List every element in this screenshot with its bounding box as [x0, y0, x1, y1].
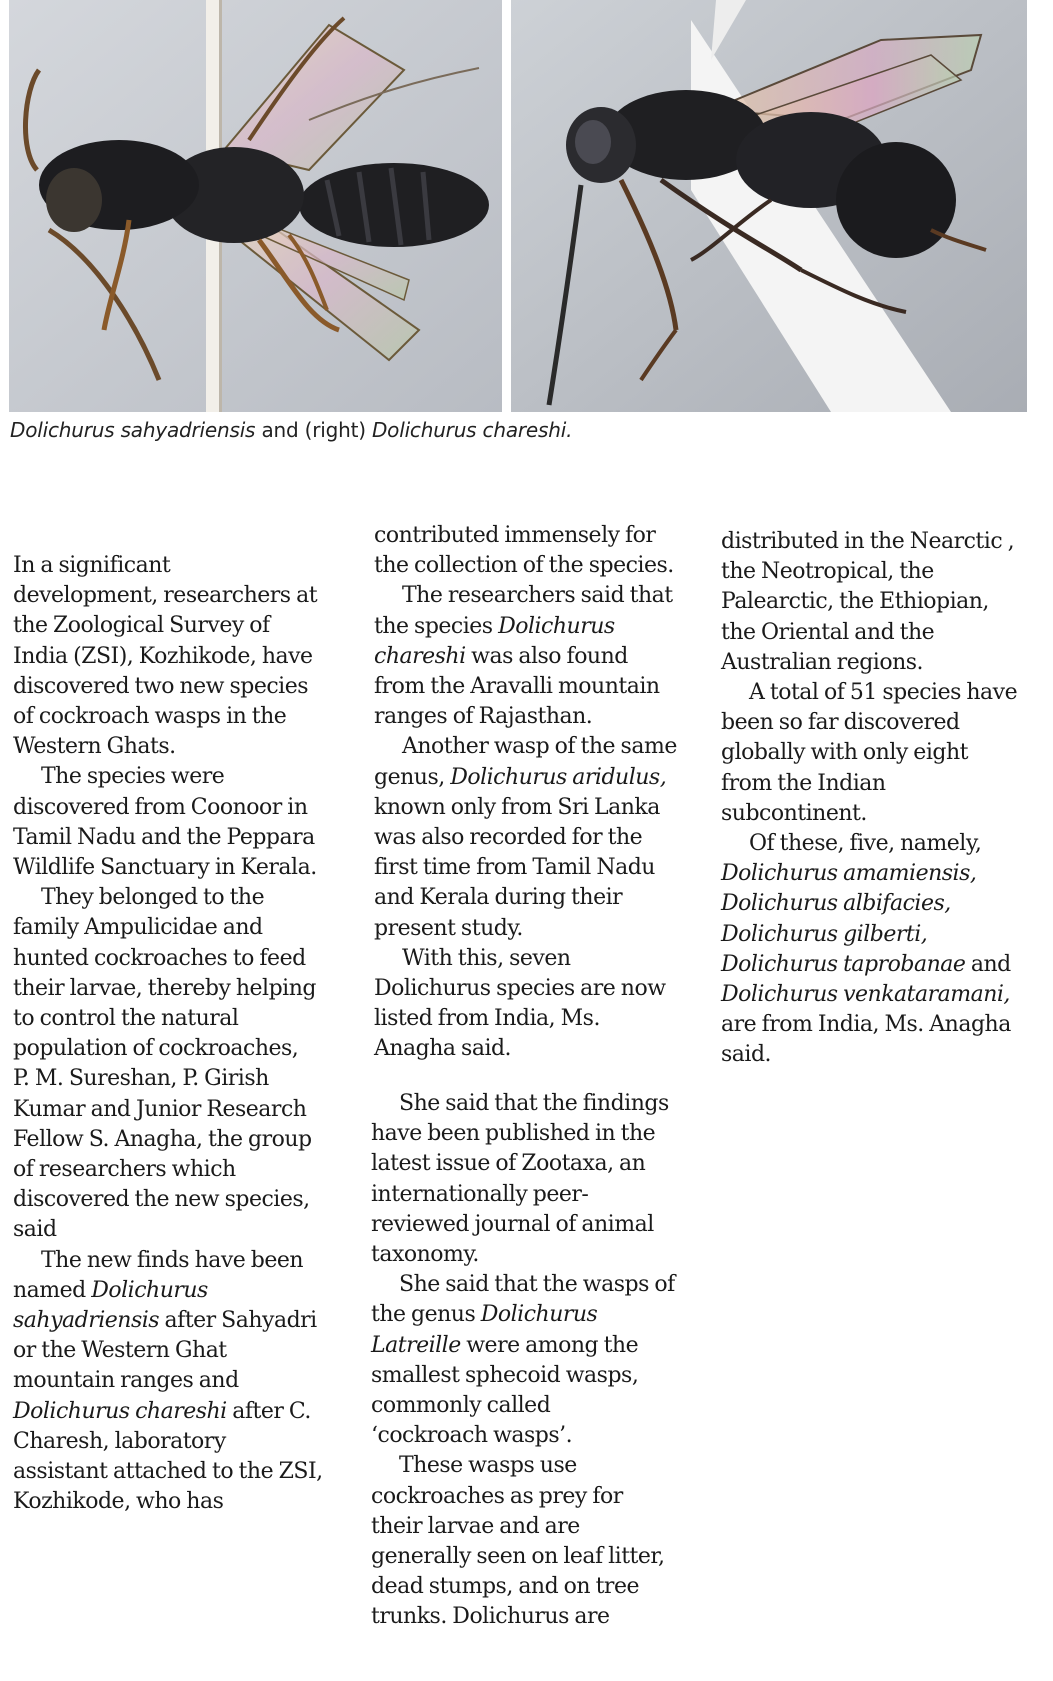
article-line — [13, 1155, 358, 1185]
article-line — [13, 944, 358, 974]
article-text: the genus — [371, 1302, 481, 1328]
article-line — [13, 1276, 358, 1306]
article-line — [374, 944, 719, 974]
article-text: and — [965, 951, 1011, 977]
italic-species-name: Dolichurus venkataramani, — [721, 982, 1010, 1008]
article-text: The new finds have been — [41, 1247, 304, 1273]
article-text: are from India, Ms. Anagha — [721, 1012, 1011, 1038]
article-line — [374, 551, 719, 581]
article-text: first time from Tamil Nadu — [374, 855, 655, 881]
article-line — [13, 1246, 358, 1276]
article-line — [371, 1210, 711, 1240]
article-text: family Ampulicidae and — [13, 915, 263, 941]
article-text: or the Western Ghat — [13, 1338, 227, 1364]
article-text: the species — [374, 613, 499, 639]
article-text: The species were — [41, 764, 225, 790]
article-line — [371, 1331, 711, 1361]
article-line — [13, 883, 358, 913]
article-text: subcontinent. — [721, 800, 867, 826]
article-text: She said that the wasps of — [399, 1272, 675, 1298]
article-text: the Zoological Survey of — [13, 613, 270, 639]
article-line — [371, 1119, 711, 1149]
article-text: trunks. Dolichurus are — [371, 1604, 610, 1630]
article-text: Charesh, laboratory — [13, 1428, 226, 1454]
article-line — [13, 732, 358, 762]
article-line — [721, 708, 1051, 738]
article-line — [371, 1149, 711, 1179]
article-text: Palearctic, the Ethiopian, — [721, 589, 989, 615]
article-line — [721, 618, 1051, 648]
article-line — [371, 1602, 711, 1632]
article-line — [374, 672, 719, 702]
article-line — [721, 587, 1051, 617]
article-text: after C. — [226, 1398, 311, 1424]
article-text: the Neotropical, the — [721, 559, 934, 585]
article-text: the Oriental and the — [721, 619, 935, 645]
article-text: Kumar and Junior Research — [13, 1096, 307, 1122]
article-text: named — [13, 1277, 92, 1303]
article-text: was also recorded for the — [374, 825, 643, 851]
article-line — [13, 793, 358, 823]
article-line — [13, 1397, 358, 1427]
article-line — [374, 581, 719, 611]
article-line — [13, 1306, 358, 1336]
article-column-2 — [374, 521, 719, 1065]
article-line — [13, 1185, 358, 1215]
article-text: been so far discovered — [721, 710, 960, 736]
article-line — [13, 1004, 358, 1034]
article-line — [13, 1336, 358, 1366]
article-text: internationally peer- — [371, 1181, 589, 1207]
article-line — [13, 1095, 358, 1125]
caption-connector: and (right) — [255, 418, 372, 442]
article-line — [371, 1240, 711, 1270]
article-column-3 — [721, 527, 1051, 1071]
article-text: of cockroach wasps in the — [13, 704, 287, 730]
article-line — [721, 769, 1051, 799]
dolichurus-chareshi-specimen-image — [511, 0, 1027, 412]
article-text: after Sahyadri — [159, 1308, 317, 1334]
article-line — [374, 853, 719, 883]
article-line — [721, 678, 1051, 708]
article-line — [374, 974, 719, 1004]
article-text: discovered two new species — [13, 673, 309, 699]
article-line — [371, 1089, 711, 1119]
article-text: cockroaches as prey for — [371, 1483, 623, 1509]
article-text: India (ZSI), Kozhikode, have — [13, 643, 313, 669]
article-line — [374, 883, 719, 913]
article-line — [13, 702, 358, 732]
article-text: Western Ghats. — [13, 734, 176, 760]
article-line — [371, 1391, 711, 1421]
article-text: said — [13, 1217, 57, 1243]
article-line — [374, 521, 719, 551]
article-line — [721, 829, 1051, 859]
article-line — [371, 1542, 711, 1572]
article-line — [13, 1366, 358, 1396]
italic-species-name: Dolichurus taprobanae — [721, 951, 966, 977]
article-text: to control the natural — [13, 1006, 239, 1032]
article-line — [13, 1125, 358, 1155]
article-line — [13, 1215, 358, 1245]
article-line — [13, 1427, 358, 1457]
article-text: She said that the findings — [399, 1091, 669, 1116]
article-text: known only from Sri Lanka — [374, 794, 660, 820]
article-text: their larvae, thereby helping — [13, 975, 316, 1001]
italic-species-name: Dolichurus — [480, 1302, 598, 1328]
article-text: Fellow S. Anagha, the group — [13, 1126, 312, 1152]
article-text: were among the — [460, 1332, 639, 1358]
italic-species-name: Dolichurus albifacies, — [721, 891, 951, 917]
italic-species-name: Dolichurus chareshi — [13, 1398, 227, 1424]
article-text: A total of 51 species have — [749, 680, 1018, 706]
article-text: and Kerala during their — [374, 885, 623, 911]
article-line — [13, 974, 358, 1004]
article-text: mountain ranges and — [13, 1368, 239, 1394]
article-text: the collection of the species. — [374, 553, 674, 579]
article-line — [13, 551, 358, 581]
italic-species-name: sahyadriensis — [13, 1308, 160, 1334]
article-text: They belonged to the — [41, 885, 265, 911]
article-line — [721, 889, 1051, 919]
article-line — [371, 1482, 711, 1512]
article-text: These wasps use — [399, 1453, 577, 1479]
article-text: Kozhikode, who has — [13, 1489, 224, 1515]
article-text: their larvae and are — [371, 1513, 580, 1539]
article-line — [374, 642, 719, 672]
article-line — [13, 1487, 358, 1517]
article-line — [13, 672, 358, 702]
article-text: Wildlife Sanctuary in Kerala. — [13, 855, 317, 881]
italic-species-name: Dolichurus aridulus, — [450, 764, 667, 790]
article-line — [721, 738, 1051, 768]
article-text: ranges of Rajasthan. — [374, 704, 593, 730]
article-line — [371, 1572, 711, 1602]
article-text: said. — [721, 1042, 772, 1068]
article-text: taxonomy. — [371, 1242, 479, 1268]
article-text: hunted cockroaches to feed — [13, 945, 306, 971]
article-line — [374, 732, 719, 762]
article-text: distributed in the Nearctic , — [721, 529, 1015, 554]
article-line — [721, 980, 1051, 1010]
article-line — [13, 1064, 358, 1094]
article-text: Tamil Nadu and the Peppara — [13, 824, 315, 850]
article-line — [371, 1421, 711, 1451]
italic-species-name: Latreille — [371, 1332, 461, 1358]
article-text: from the Aravalli mountain — [374, 674, 660, 700]
article-text: listed from India, Ms. — [374, 1006, 600, 1032]
article-text: discovered from Coonoor in — [13, 794, 308, 820]
article-line — [13, 581, 358, 611]
wasp-photo-right — [511, 0, 1027, 412]
photo-caption — [10, 418, 1010, 442]
article-line — [374, 702, 719, 732]
article-text: generally seen on leaf litter, — [371, 1544, 665, 1570]
article-line — [374, 914, 719, 944]
article-text: dead stumps, and on tree — [371, 1574, 639, 1600]
article-line — [721, 1040, 1051, 1070]
dolichurus-sahyadriensis-specimen-image — [9, 0, 502, 412]
article-line — [374, 1034, 719, 1064]
article-line — [371, 1180, 711, 1210]
article-line — [721, 950, 1051, 980]
article-line — [721, 527, 1051, 557]
italic-species-name: Dolichurus — [498, 613, 615, 639]
article-line — [721, 557, 1051, 587]
article-text: assistant attached to the ZSI, — [13, 1459, 323, 1485]
article-text: Another wasp of the same — [402, 734, 677, 760]
article-text: ‘cockroach wasps’. — [371, 1423, 573, 1449]
article-line — [371, 1270, 711, 1300]
article-line — [374, 823, 719, 853]
article-column-2-continued — [371, 1089, 711, 1633]
article-line — [721, 1010, 1051, 1040]
article-text: of researchers which — [13, 1157, 236, 1183]
article-text: P. M. Sureshan, P. Girish — [13, 1066, 269, 1092]
italic-species-name: Dolichurus — [91, 1277, 208, 1303]
caption-species-left: Dolichurus sahyadriensis — [10, 418, 256, 442]
article-line — [374, 1004, 719, 1034]
italic-species-name: Dolichurus gilberti, — [721, 921, 928, 947]
article-text: commonly called — [371, 1393, 551, 1419]
article-line — [13, 823, 358, 853]
article-text: Of these, five, namely, — [749, 831, 982, 857]
article-line — [13, 762, 358, 792]
article-text: was also found — [465, 643, 628, 669]
article-line — [13, 642, 358, 672]
article-text: genus, — [374, 764, 451, 790]
article-text: present study. — [374, 915, 523, 941]
article-text: With this, seven — [402, 945, 571, 971]
article-text: latest issue of Zootaxa, an — [371, 1151, 646, 1177]
wasp-photo-left — [9, 0, 502, 412]
article-line — [721, 799, 1051, 829]
article-line — [13, 1034, 358, 1064]
article-text: smallest sphecoid wasps, — [371, 1362, 639, 1388]
article-text: The researchers said that — [402, 583, 673, 609]
article-line — [721, 920, 1051, 950]
article-line — [374, 763, 719, 793]
article-text: Australian regions. — [721, 649, 924, 675]
article-column-1 — [13, 551, 358, 1518]
article-line — [13, 913, 358, 943]
article-line — [371, 1512, 711, 1542]
article-text: development, researchers at — [13, 583, 318, 609]
article-text: Dolichurus species are now — [374, 976, 666, 1002]
italic-species-name: chareshi — [374, 643, 466, 669]
article-text: In a significant — [13, 553, 171, 578]
article-text: Anagha said. — [374, 1036, 512, 1062]
article-text: from the Indian — [721, 770, 886, 796]
article-line — [13, 611, 358, 641]
article-line — [13, 1457, 358, 1487]
article-text: population of cockroaches, — [13, 1036, 299, 1062]
article-line — [721, 648, 1051, 678]
article-text: reviewed journal of animal — [371, 1211, 654, 1237]
article-text: contributed immensely for — [374, 523, 656, 548]
article-text: discovered the new species, — [13, 1187, 310, 1213]
caption-species-right: Dolichurus chareshi. — [371, 418, 573, 442]
article-line — [371, 1451, 711, 1481]
article-line — [374, 612, 719, 642]
italic-species-name: Dolichurus amamiensis, — [721, 861, 977, 887]
article-line — [374, 793, 719, 823]
article-line — [371, 1361, 711, 1391]
article-text: globally with only eight — [721, 740, 968, 766]
article-line — [371, 1300, 711, 1330]
article-line — [13, 853, 358, 883]
article-text: have been published in the — [371, 1121, 656, 1147]
article-line — [721, 859, 1051, 889]
